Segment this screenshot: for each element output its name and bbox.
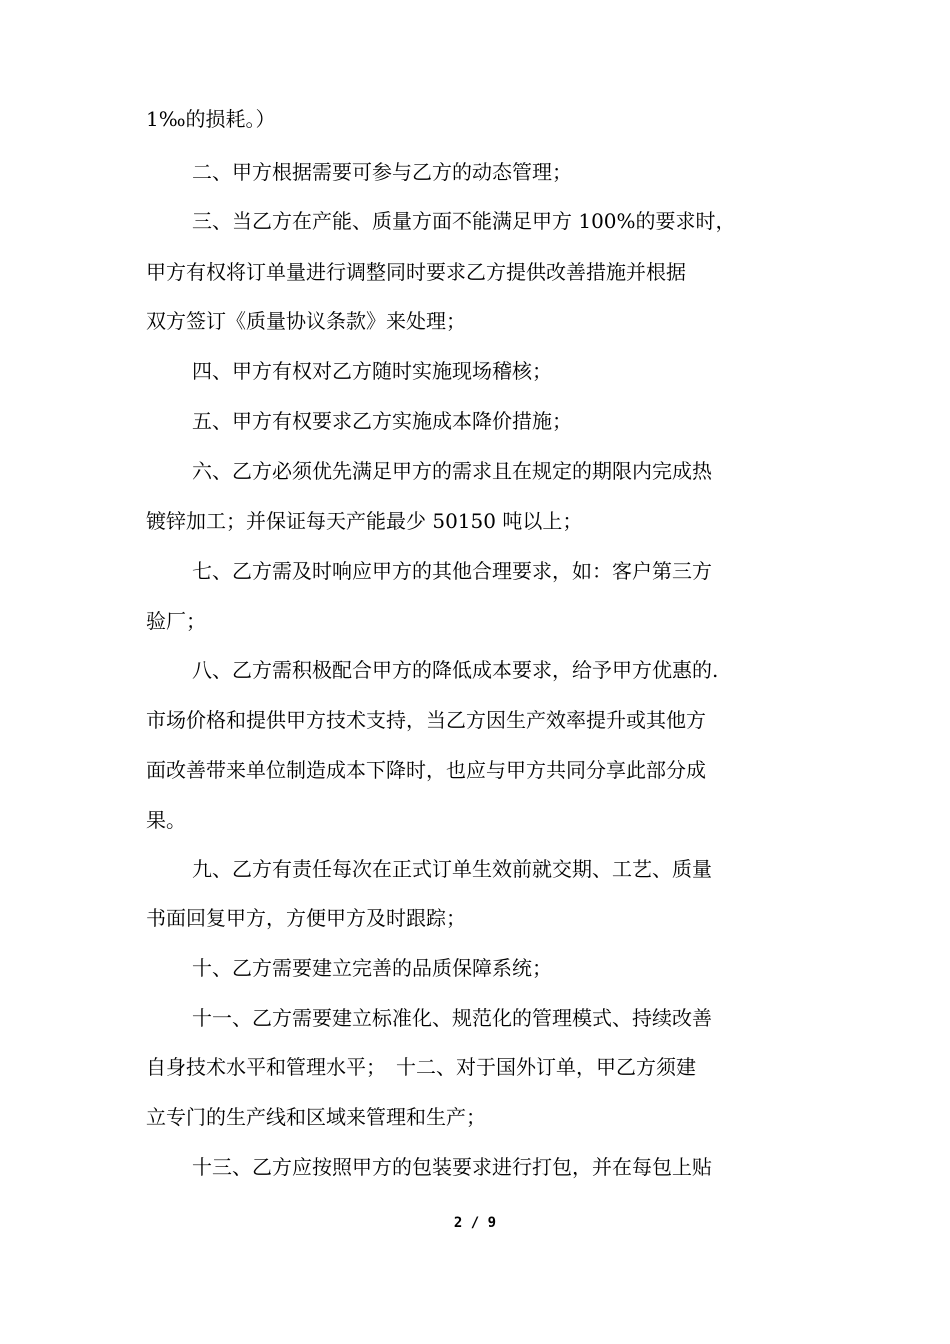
page-number: 2 / 9 bbox=[453, 1215, 497, 1231]
line-text: 十、乙方需要建立完善的品质保障系统； bbox=[192, 956, 552, 980]
line-text: 立专门的生产线和区域来管理和生产； bbox=[146, 1105, 486, 1129]
line-text: 自身技术水平和管理水平； 十二、对于国外订单，甲乙方须建 bbox=[146, 1055, 696, 1079]
line-text: 十三、乙方应按照甲方的包装要求进行打包，并在每包上贴 bbox=[192, 1155, 712, 1179]
line-text: 四、甲方有权对乙方随时实施现场稽核； bbox=[192, 359, 552, 383]
line-text: 甲方有权将订单量进行调整同时要求乙方提供改善措施并根据 bbox=[146, 260, 686, 284]
line-text: 面改善带来单位制造成本下降时，也应与甲方共同分享此部分成 bbox=[146, 758, 706, 782]
line-text: 镀锌加工；并保证每天产能最少 50150 吨以上； bbox=[146, 509, 583, 533]
line-text: 十一、乙方需要建立标准化、规范化的管理模式、持续改善 bbox=[192, 1006, 712, 1030]
line-text: 三、当乙方在产能、质量方面不能满足甲方 100%的要求时， bbox=[192, 209, 736, 233]
line-text: 果。 bbox=[146, 808, 186, 832]
line-text: 八、乙方需积极配合甲方的降低成本要求，给予甲方优惠的. bbox=[192, 658, 719, 682]
line-text: 市场价格和提供甲方技术支持，当乙方因生产效率提升或其他方 bbox=[146, 708, 706, 732]
line-text: 二、甲方根据需要可参与乙方的动态管理； bbox=[192, 160, 572, 184]
line-text: 1‰的损耗。） bbox=[146, 107, 276, 131]
line-text: 验厂； bbox=[146, 609, 206, 633]
line-text: 五、甲方有权要求乙方实施成本降价措施； bbox=[192, 409, 572, 433]
line-text: 书面回复甲方，方便甲方及时跟踪； bbox=[146, 906, 466, 930]
line-text: 七、乙方需及时响应甲方的其他合理要求，如：客户第三方 bbox=[192, 559, 712, 583]
line-text: 双方签订《质量协议条款》来处理； bbox=[146, 309, 466, 333]
line-text: 九、乙方有责任每次在正式订单生效前就交期、工艺、质量 bbox=[192, 857, 712, 881]
line-text: 六、乙方必须优先满足甲方的需求且在规定的期限内完成热 bbox=[192, 459, 712, 483]
